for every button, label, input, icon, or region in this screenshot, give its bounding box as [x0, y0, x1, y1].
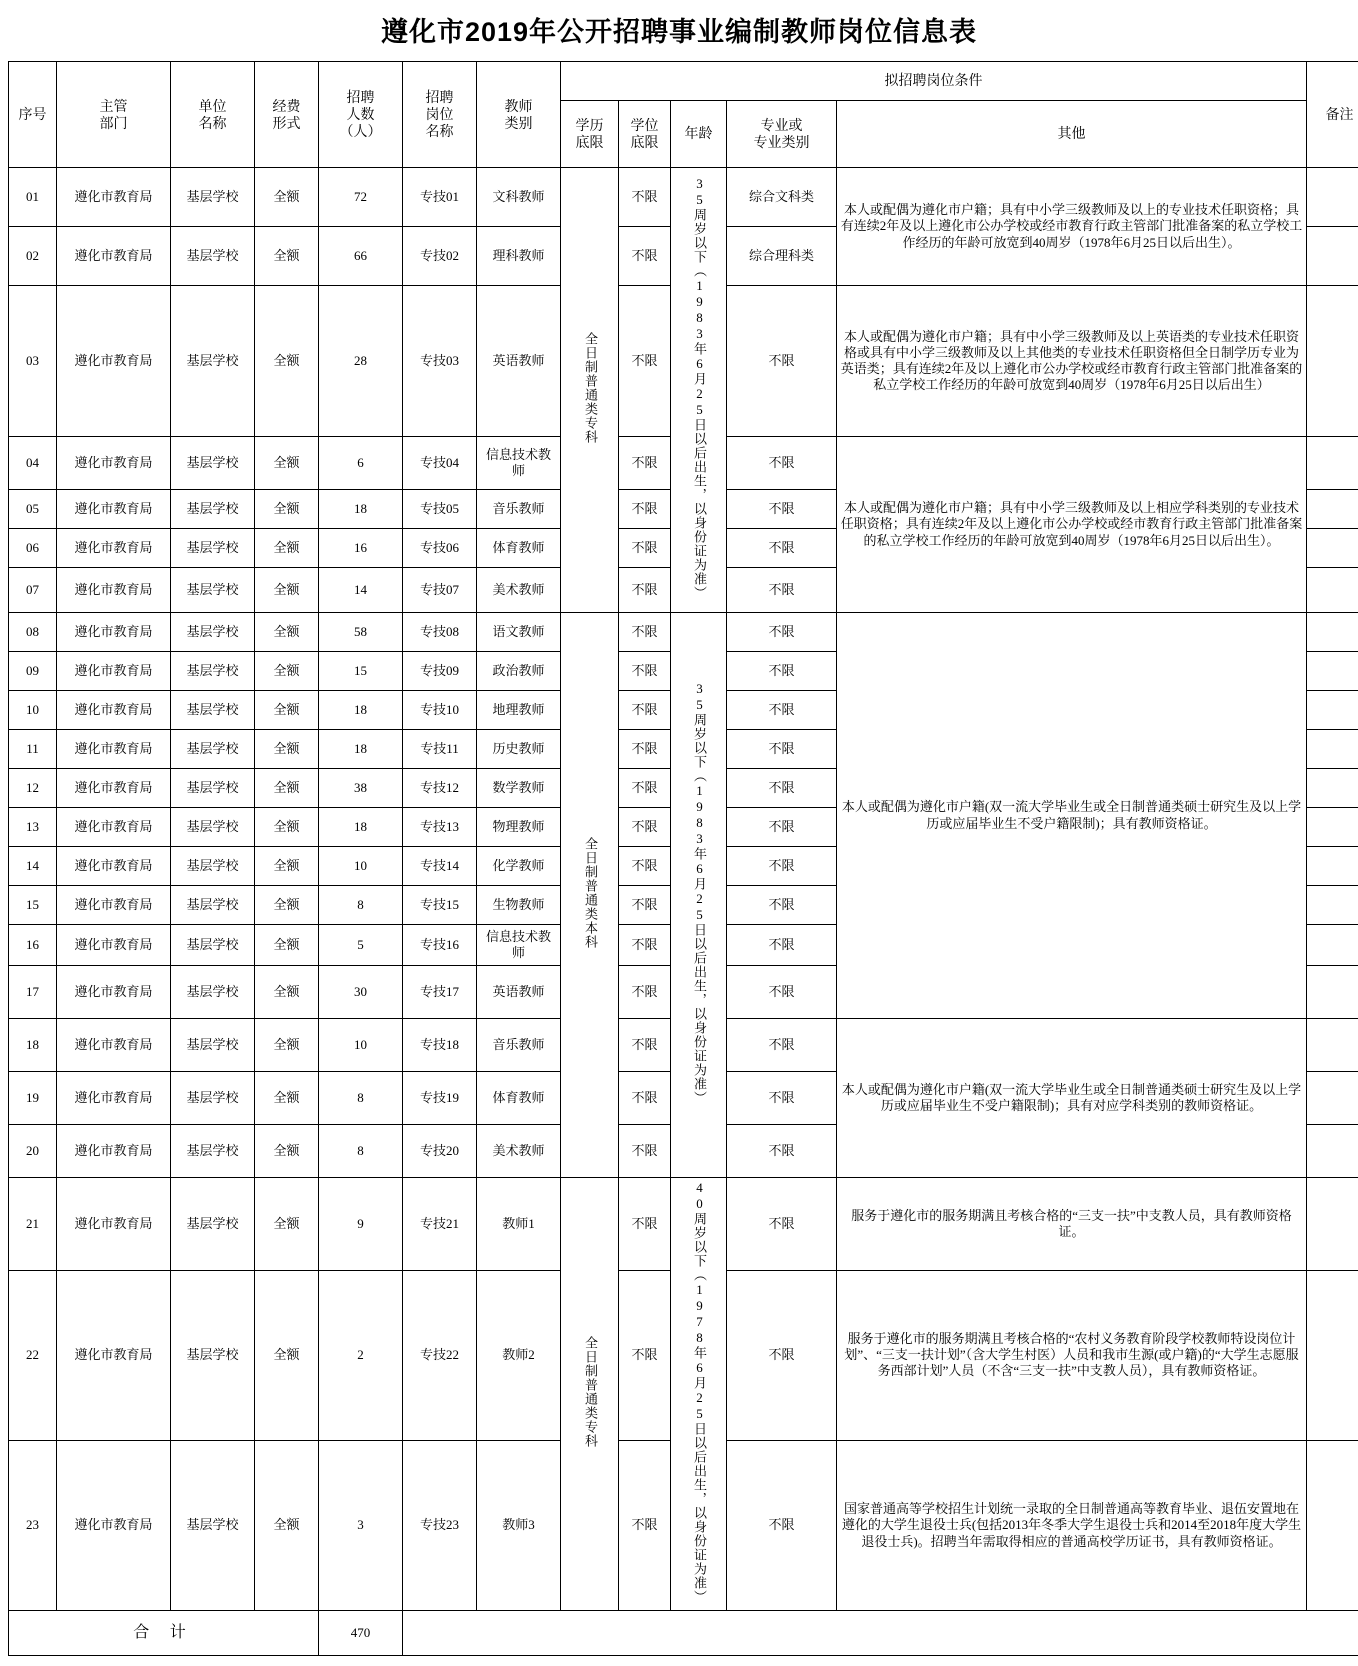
cell-dept: 遵化市教育局: [57, 1178, 171, 1271]
cell-post: 专技08: [403, 613, 477, 652]
cell-major: 不限: [727, 925, 837, 966]
cell-dept: 遵化市教育局: [57, 691, 171, 730]
header-edu-min: 学历 底限: [561, 101, 619, 168]
cell-post: 专技05: [403, 490, 477, 529]
cell-post: 专技16: [403, 925, 477, 966]
cell-degree: 不限: [619, 1019, 671, 1072]
cell-count: 72: [319, 168, 403, 227]
recruitment-table: [8, 61, 1358, 1656]
cell-funding: 全额: [255, 808, 319, 847]
cell-major: 不限: [727, 769, 837, 808]
cell-major: 不限: [727, 568, 837, 613]
cell-remark: [1307, 286, 1358, 437]
cell-post: 专技15: [403, 886, 477, 925]
cell-seq: 03: [9, 286, 57, 437]
cell-seq: 23: [9, 1440, 57, 1610]
cell-unit: 基层学校: [171, 1270, 255, 1440]
cell-type: 化学教师: [477, 847, 561, 886]
cell-seq: 17: [9, 966, 57, 1019]
cell-remark: [1307, 227, 1358, 286]
cell-seq: 07: [9, 568, 57, 613]
page-title: 遵化市2019年公开招聘事业编制教师岗位信息表: [8, 10, 1350, 49]
cell-funding: 全额: [255, 490, 319, 529]
cell-post: 专技09: [403, 652, 477, 691]
cell-post: 专技20: [403, 1125, 477, 1178]
cell-unit: 基层学校: [171, 168, 255, 227]
cell-seq: 12: [9, 769, 57, 808]
cell-remark: [1307, 1072, 1358, 1125]
cell-seq: 04: [9, 437, 57, 490]
cell-funding: 全额: [255, 1019, 319, 1072]
cell-funding: 全额: [255, 1440, 319, 1610]
cell-major: 不限: [727, 1440, 837, 1610]
cell-remark: [1307, 730, 1358, 769]
cell-funding: 全额: [255, 227, 319, 286]
cell-type: 音乐教师: [477, 490, 561, 529]
cell-funding: 全额: [255, 652, 319, 691]
cell-major: 综合文科类: [727, 168, 837, 227]
cell-count: 38: [319, 769, 403, 808]
cell-remark: [1307, 1019, 1358, 1072]
cell-major: 不限: [727, 652, 837, 691]
table-row: [9, 168, 1358, 227]
cell-dept: 遵化市教育局: [57, 925, 171, 966]
cell-major: 不限: [727, 490, 837, 529]
cell-other-3: 本人或配偶为遵化市户籍；具有中小学三级教师及以上英语类的专业技术任职资格或具有中小学三级教师及以上其他类的专业技术任职资格但全日制学历专业为英语类；具有连续2年及以上遵化市公办学校或经市教育行政主管部门批准备案的私立学校工作经历的年龄可放宽到40周岁（1978年6月25日以后出生）: [837, 286, 1307, 437]
cell-post: 专技12: [403, 769, 477, 808]
cell-remark: [1307, 652, 1358, 691]
cell-unit: 基层学校: [171, 847, 255, 886]
cell-degree: 不限: [619, 1178, 671, 1271]
cell-post: 专技07: [403, 568, 477, 613]
cell-dept: 遵化市教育局: [57, 966, 171, 1019]
cell-other-4: 本人或配偶为遵化市户籍；具有中小学三级教师及以上相应学科类别的专业技术任职资格；具有连续2年及以上遵化市公办学校或经市教育行政主管部门批准备案的私立学校工作经历的年龄可放宽到40周岁（1978年6月25日以后出生）。: [837, 437, 1307, 613]
cell-count: 18: [319, 691, 403, 730]
cell-count: 14: [319, 568, 403, 613]
cell-funding: 全额: [255, 730, 319, 769]
cell-major: 综合理科类: [727, 227, 837, 286]
cell-funding: 全额: [255, 286, 319, 437]
cell-unit: 基层学校: [171, 1440, 255, 1610]
cell-funding: 全额: [255, 437, 319, 490]
cell-funding: 全额: [255, 529, 319, 568]
cell-post: 专技22: [403, 1270, 477, 1440]
cell-type: 数学教师: [477, 769, 561, 808]
cell-degree: 不限: [619, 769, 671, 808]
cell-type: 地理教师: [477, 691, 561, 730]
cell-count: 30: [319, 966, 403, 1019]
cell-other-1: 本人或配偶为遵化市户籍；具有中小学三级教师及以上的专业技术任职资格；具有连续2年及以上遵化市公办学校或经市教育行政主管部门批准备案的私立学校工作经历的年龄可放宽到40周岁（1978年6月25日以后出生）。: [837, 168, 1307, 286]
cell-type: 美术教师: [477, 568, 561, 613]
cell-post: 专技17: [403, 966, 477, 1019]
cell-remark: [1307, 168, 1358, 227]
cell-type: 历史教师: [477, 730, 561, 769]
cell-unit: 基层学校: [171, 691, 255, 730]
cell-major: 不限: [727, 847, 837, 886]
cell-seq: 13: [9, 808, 57, 847]
cell-degree: 不限: [619, 808, 671, 847]
cell-post: 专技18: [403, 1019, 477, 1072]
table-row: [9, 1178, 1358, 1271]
cell-count: 8: [319, 1125, 403, 1178]
table-row: [9, 613, 1358, 652]
cell-count: 16: [319, 529, 403, 568]
cell-degree: 不限: [619, 1072, 671, 1125]
cell-remark: [1307, 847, 1358, 886]
cell-major: 不限: [727, 286, 837, 437]
cell-type: 理科教师: [477, 227, 561, 286]
cell-count: 10: [319, 847, 403, 886]
header-major: 专业或 专业类别: [727, 101, 837, 168]
cell-edu-min-group-1: 全日制普通类专科: [561, 168, 619, 613]
cell-type: 英语教师: [477, 286, 561, 437]
cell-remark: [1307, 1440, 1358, 1610]
cell-degree: 不限: [619, 847, 671, 886]
cell-funding: 全额: [255, 168, 319, 227]
cell-seq: 05: [9, 490, 57, 529]
cell-count: 66: [319, 227, 403, 286]
cell-dept: 遵化市教育局: [57, 730, 171, 769]
cell-other-18: 本人或配偶为遵化市户籍(双一流大学毕业生或全日制普通类硕士研究生及以上学历或应届毕业生不受户籍限制)；具有对应学科类别的教师资格证。: [837, 1019, 1307, 1178]
cell-count: 3: [319, 1440, 403, 1610]
header-post-name: 招聘 岗位 名称: [403, 62, 477, 168]
header-teacher-type: 教师 类别: [477, 62, 561, 168]
cell-unit: 基层学校: [171, 227, 255, 286]
cell-type: 文科教师: [477, 168, 561, 227]
cell-unit: 基层学校: [171, 613, 255, 652]
cell-dept: 遵化市教育局: [57, 1440, 171, 1610]
cell-post: 专技10: [403, 691, 477, 730]
cell-dept: 遵化市教育局: [57, 1019, 171, 1072]
cell-remark: [1307, 529, 1358, 568]
cell-age-group-1: 35周岁以下（1983年6月25日以后出生，以身份证为准）: [671, 168, 727, 613]
cell-remark: [1307, 613, 1358, 652]
cell-type: 音乐教师: [477, 1019, 561, 1072]
cell-degree: 不限: [619, 966, 671, 1019]
cell-type: 教师1: [477, 1178, 561, 1271]
cell-seq: 11: [9, 730, 57, 769]
cell-post: 专技06: [403, 529, 477, 568]
header-funding: 经费 形式: [255, 62, 319, 168]
cell-dept: 遵化市教育局: [57, 568, 171, 613]
cell-major: 不限: [727, 613, 837, 652]
cell-post: 专技03: [403, 286, 477, 437]
cell-type: 美术教师: [477, 1125, 561, 1178]
header-seq: 序号: [9, 62, 57, 168]
cell-seq: 18: [9, 1019, 57, 1072]
cell-remark: [1307, 769, 1358, 808]
cell-dept: 遵化市教育局: [57, 847, 171, 886]
cell-unit: 基层学校: [171, 437, 255, 490]
cell-seq: 14: [9, 847, 57, 886]
cell-post: 专技23: [403, 1440, 477, 1610]
cell-dept: 遵化市教育局: [57, 1270, 171, 1440]
total-value: 470: [319, 1611, 403, 1656]
cell-degree: 不限: [619, 1125, 671, 1178]
cell-degree: 不限: [619, 168, 671, 227]
cell-unit: 基层学校: [171, 808, 255, 847]
cell-funding: 全额: [255, 568, 319, 613]
cell-dept: 遵化市教育局: [57, 168, 171, 227]
cell-remark: [1307, 925, 1358, 966]
cell-edu-min-group-3: 全日制普通类专科: [561, 1178, 619, 1611]
cell-major: 不限: [727, 886, 837, 925]
cell-seq: 01: [9, 168, 57, 227]
cell-major: 不限: [727, 730, 837, 769]
cell-seq: 02: [9, 227, 57, 286]
cell-unit: 基层学校: [171, 1072, 255, 1125]
header-dept: 主管 部门: [57, 62, 171, 168]
cell-funding: 全额: [255, 1072, 319, 1125]
cell-degree: 不限: [619, 227, 671, 286]
cell-other-23: 国家普通高等学校招生计划统一录取的全日制普通高等教育毕业、退伍安置地在遵化的大学生退役士兵(包括2013年冬季大学生退役士兵和2014至2018年度大学生退役士兵)。招聘当年需取得相应的普通高校学历证书，具有教师资格证。: [837, 1440, 1307, 1610]
table-total-row: [9, 1611, 1358, 1656]
cell-count: 18: [319, 490, 403, 529]
cell-dept: 遵化市教育局: [57, 437, 171, 490]
table-header-row-1: [9, 62, 1358, 101]
cell-dept: 遵化市教育局: [57, 227, 171, 286]
cell-unit: 基层学校: [171, 529, 255, 568]
cell-dept: 遵化市教育局: [57, 286, 171, 437]
cell-post: 专技14: [403, 847, 477, 886]
cell-major: 不限: [727, 1019, 837, 1072]
cell-degree: 不限: [619, 691, 671, 730]
cell-funding: 全额: [255, 966, 319, 1019]
cell-funding: 全额: [255, 847, 319, 886]
cell-major: 不限: [727, 437, 837, 490]
document-page: [0, 10, 1358, 1666]
cell-seq: 22: [9, 1270, 57, 1440]
cell-dept: 遵化市教育局: [57, 1072, 171, 1125]
cell-dept: 遵化市教育局: [57, 1125, 171, 1178]
header-conditions: 拟招聘岗位条件: [561, 62, 1307, 101]
cell-major: 不限: [727, 1178, 837, 1271]
cell-count: 18: [319, 730, 403, 769]
cell-edu-min-group-2: 全日制普通类本科: [561, 613, 619, 1178]
cell-degree: 不限: [619, 652, 671, 691]
cell-remark: [1307, 886, 1358, 925]
total-label: 合 计: [9, 1611, 319, 1656]
cell-unit: 基层学校: [171, 652, 255, 691]
cell-seq: 09: [9, 652, 57, 691]
cell-funding: 全额: [255, 1270, 319, 1440]
cell-post: 专技01: [403, 168, 477, 227]
cell-unit: 基层学校: [171, 490, 255, 529]
cell-funding: 全额: [255, 1125, 319, 1178]
cell-remark: [1307, 1125, 1358, 1178]
cell-remark: [1307, 966, 1358, 1019]
cell-type: 信息技术教师: [477, 925, 561, 966]
cell-seq: 19: [9, 1072, 57, 1125]
cell-type: 语文教师: [477, 613, 561, 652]
cell-dept: 遵化市教育局: [57, 652, 171, 691]
cell-post: 专技19: [403, 1072, 477, 1125]
cell-funding: 全额: [255, 925, 319, 966]
cell-remark: [1307, 568, 1358, 613]
cell-funding: 全额: [255, 769, 319, 808]
cell-type: 生物教师: [477, 886, 561, 925]
cell-degree: 不限: [619, 1270, 671, 1440]
cell-major: 不限: [727, 529, 837, 568]
cell-other-22: 服务于遵化市的服务期满且考核合格的“农村义务教育阶段学校教师特设岗位计划”、“三支一扶计划”（含大学生村医）人员和我市生源(或户籍)的“大学生志愿服务西部计划”人员（不含“三支一扶”中支教人员），具有教师资格证。: [837, 1270, 1307, 1440]
cell-remark: [1307, 437, 1358, 490]
cell-unit: 基层学校: [171, 886, 255, 925]
cell-degree: 不限: [619, 529, 671, 568]
cell-type: 体育教师: [477, 1072, 561, 1125]
cell-post: 专技04: [403, 437, 477, 490]
cell-funding: 全额: [255, 1178, 319, 1271]
cell-funding: 全额: [255, 691, 319, 730]
cell-dept: 遵化市教育局: [57, 769, 171, 808]
cell-type: 体育教师: [477, 529, 561, 568]
cell-other-21: 服务于遵化市的服务期满且考核合格的“三支一扶”中支教人员，具有教师资格证。: [837, 1178, 1307, 1271]
cell-type: 物理教师: [477, 808, 561, 847]
cell-seq: 10: [9, 691, 57, 730]
cell-type: 信息技术教师: [477, 437, 561, 490]
cell-post: 专技11: [403, 730, 477, 769]
cell-major: 不限: [727, 1270, 837, 1440]
header-unit: 单位 名称: [171, 62, 255, 168]
cell-degree: 不限: [619, 1440, 671, 1610]
cell-seq: 21: [9, 1178, 57, 1271]
cell-post: 专技21: [403, 1178, 477, 1271]
cell-major: 不限: [727, 808, 837, 847]
cell-count: 8: [319, 1072, 403, 1125]
cell-count: 8: [319, 886, 403, 925]
cell-age-group-2: 35周岁以下（1983年6月25日以后出生，以身份证为准）: [671, 613, 727, 1178]
cell-post: 专技13: [403, 808, 477, 847]
cell-remark: [1307, 691, 1358, 730]
cell-dept: 遵化市教育局: [57, 529, 171, 568]
cell-count: 5: [319, 925, 403, 966]
cell-remark: [1307, 1178, 1358, 1271]
cell-seq: 16: [9, 925, 57, 966]
cell-major: 不限: [727, 691, 837, 730]
cell-age-group-3: 40周岁以下（1978年6月25日以后出生，以身份证为准）: [671, 1178, 727, 1611]
cell-seq: 20: [9, 1125, 57, 1178]
header-degree-min: 学位 底限: [619, 101, 671, 168]
cell-funding: 全额: [255, 613, 319, 652]
cell-unit: 基层学校: [171, 966, 255, 1019]
cell-remark: [1307, 808, 1358, 847]
cell-degree: 不限: [619, 613, 671, 652]
cell-unit: 基层学校: [171, 925, 255, 966]
cell-major: 不限: [727, 1072, 837, 1125]
cell-other-8: 本人或配偶为遵化市户籍(双一流大学毕业生或全日制普通类硕士研究生及以上学历或应届毕业生不受户籍限制)；具有教师资格证。: [837, 613, 1307, 1019]
cell-degree: 不限: [619, 568, 671, 613]
cell-count: 15: [319, 652, 403, 691]
cell-count: 6: [319, 437, 403, 490]
cell-funding: 全额: [255, 886, 319, 925]
cell-seq: 08: [9, 613, 57, 652]
cell-count: 10: [319, 1019, 403, 1072]
cell-count: 28: [319, 286, 403, 437]
cell-post: 专技02: [403, 227, 477, 286]
cell-type: 教师3: [477, 1440, 561, 1610]
cell-degree: 不限: [619, 925, 671, 966]
cell-dept: 遵化市教育局: [57, 490, 171, 529]
cell-seq: 15: [9, 886, 57, 925]
cell-dept: 遵化市教育局: [57, 886, 171, 925]
cell-seq: 06: [9, 529, 57, 568]
cell-unit: 基层学校: [171, 769, 255, 808]
cell-type: 政治教师: [477, 652, 561, 691]
header-age: 年龄: [671, 101, 727, 168]
cell-degree: 不限: [619, 730, 671, 769]
cell-remark: [1307, 490, 1358, 529]
header-other: 其他: [837, 101, 1307, 168]
cell-count: 18: [319, 808, 403, 847]
cell-unit: 基层学校: [171, 286, 255, 437]
cell-unit: 基层学校: [171, 1125, 255, 1178]
cell-dept: 遵化市教育局: [57, 613, 171, 652]
cell-major: 不限: [727, 1125, 837, 1178]
cell-major: 不限: [727, 966, 837, 1019]
total-empty: [403, 1611, 1358, 1656]
cell-count: 2: [319, 1270, 403, 1440]
header-remark: 备注: [1307, 62, 1358, 168]
cell-type: 教师2: [477, 1270, 561, 1440]
cell-count: 9: [319, 1178, 403, 1271]
cell-unit: 基层学校: [171, 1178, 255, 1271]
cell-degree: 不限: [619, 490, 671, 529]
cell-unit: 基层学校: [171, 568, 255, 613]
cell-unit: 基层学校: [171, 1019, 255, 1072]
cell-dept: 遵化市教育局: [57, 808, 171, 847]
cell-degree: 不限: [619, 286, 671, 437]
cell-unit: 基层学校: [171, 730, 255, 769]
cell-degree: 不限: [619, 886, 671, 925]
cell-type: 英语教师: [477, 966, 561, 1019]
header-count: 招聘 人数 （人）: [319, 62, 403, 168]
cell-count: 58: [319, 613, 403, 652]
cell-remark: [1307, 1270, 1358, 1440]
cell-degree: 不限: [619, 437, 671, 490]
